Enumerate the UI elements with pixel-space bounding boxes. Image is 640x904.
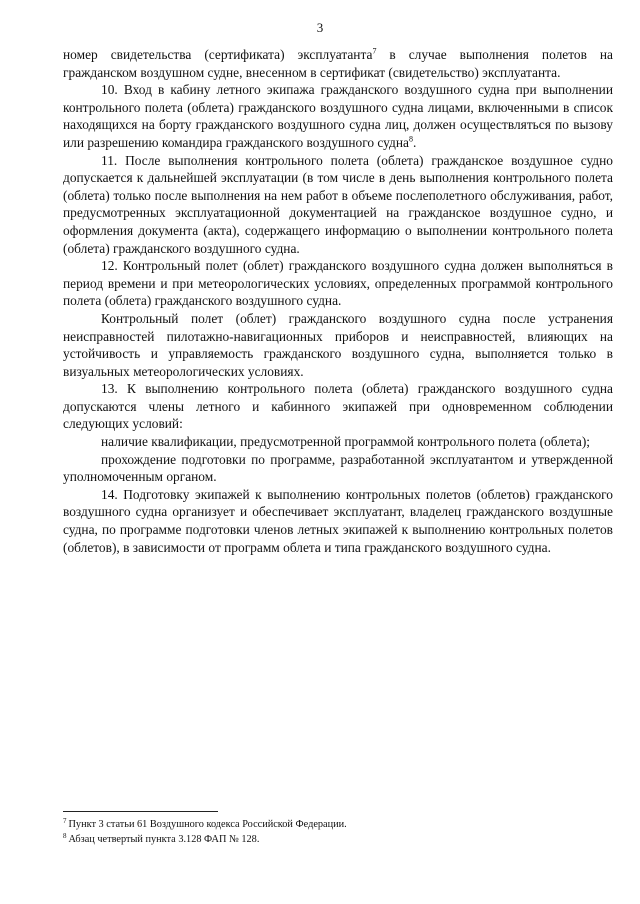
paragraph-text: . [412,134,417,150]
paragraph-text: 10. Вход в кабину летного экипажа гражданского воздушного судна при выполнении контрольного полета (облета) гражданского воздушного судна лицами, включенными в список находящихся на борту гражданского воздушного судна лиц, должен осуществляться по вызову или разрешению командира гражданского воздушного судна [63,82,613,150]
paragraph-continuation [63,46,613,81]
footnotes [63,817,613,847]
paragraph-text: в случае выполнения полетов на гражданском воздушном судне, внесенном в сертификат (свидетельство) эксплуатанта. [63,47,613,80]
footnote-mark: 8 [63,831,67,840]
footnote-separator [63,811,218,812]
condition-qualification: наличие квалификации, предусмотренной программой контрольного полета (облета); [101,434,591,450]
paragraph-12: 12. Контрольный полет (облет) гражданского воздушного судна должен выполняться в период времени и при метеорологических условиях, определенных программой контрольного полета (облета) гражданского воздушного судна. [63,258,613,309]
footnote-ref-8: 8 [408,134,413,144]
footnote-text: Абзац четвертый пункта 3.128 ФАП № 128. [68,834,260,845]
paragraph-12-continued: Контрольный полет (облет) гражданского воздушного судна после устранения неисправностей пилотажно-навигационных приборов и неисправностей, влияющих на устойчивость и управляемость гражданского воздушного судна, выполняется только в визуальных метеорологических условиях. [63,310,613,379]
footnote-ref-7: 7 [372,46,377,56]
footnote-8 [63,832,613,847]
paragraph-10 [63,81,613,151]
footnote-text: Пункт 3 статьи 61 Воздушного кодекса Российской Федерации. [68,819,347,830]
paragraph-11: 11. После выполнения контрольного полета (облета) гражданское воздушное судно допускается к дальнейшей эксплуатации (в том числе в день выполнения контрольного полета (облета) только после выполнения на нем работ в объеме послеполетного обслуживания, работ, предусмотренных эксплуатационной документацией на гражданское воздушное судно, и оформления документа (акта), содержащего информацию о выполнении контрольного полета (облета) гражданского воздушного судна. [63,152,613,256]
footnote-mark: 7 [63,816,67,825]
condition-training: прохождение подготовки по программе, разработанной эксплуатантом и утвержденной уполномоченным органом. [63,451,613,485]
document-body [63,46,613,556]
footnote-7 [63,817,613,832]
page-number: 3 [316,20,324,35]
paragraph-14: 14. Подготовку экипажей к выполнению контрольных полетов (облетов) гражданского воздушного судна организует и обеспечивает эксплуатант, владелец гражданского воздушные судна, по программе подготовки членов летных экипажей к выполнению контрольных полетов (облетов), в зависимости от программ облета и типа гражданского воздушного судна. [63,486,613,555]
paragraph-13: 13. К выполнению контрольного полета (облета) гражданского воздушного судна допускаются члены летного и кабинного экипажей при одновременном соблюдении следующих условий: [63,381,613,432]
paragraph-text: номер свидетельства (сертификата) эксплуатанта [63,47,373,62]
